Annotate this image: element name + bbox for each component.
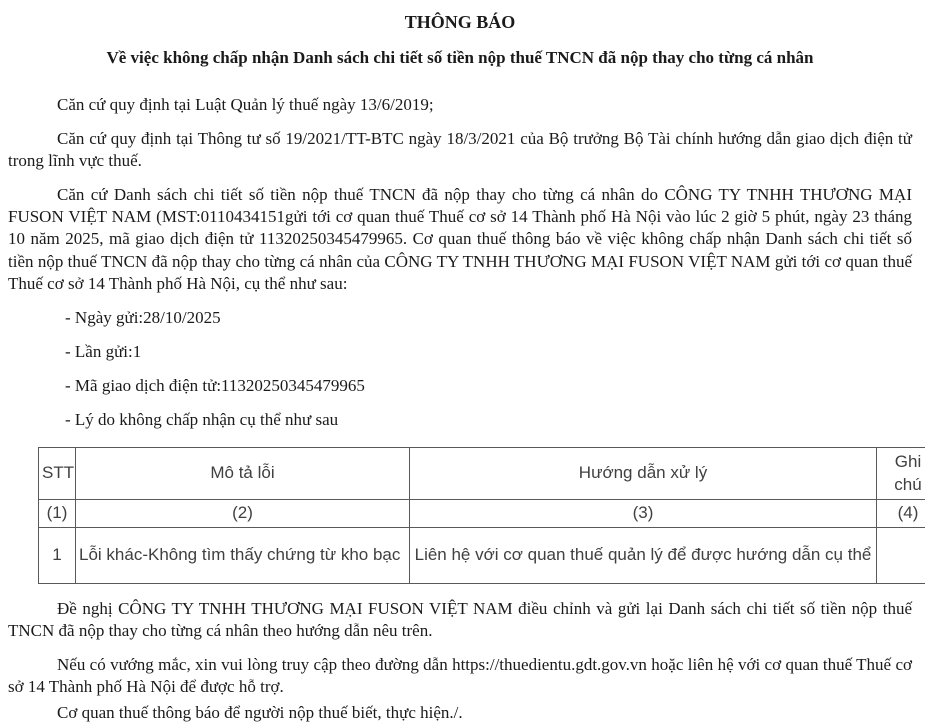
- cell-resolution-guide: Liên hệ với cơ quan thuế quản lý để được hướng dẫn cụ thể: [410, 528, 877, 584]
- page-title: THÔNG BÁO: [8, 12, 912, 33]
- column-header-note: Ghi chú: [877, 448, 925, 500]
- paragraph-legal-basis-1: Căn cứ quy định tại Luật Quản lý thuế ngày 13/6/2019;: [8, 94, 912, 116]
- column-index-3: (3): [410, 500, 877, 528]
- detail-transaction-id: - Mã giao dịch điện tử:11320250345479965: [65, 375, 912, 397]
- column-index-1: (1): [39, 500, 76, 528]
- paragraph-adjustment-request: Đề nghị CÔNG TY TNHH THƯƠNG MẠI FUSON VIỆT NAM điều chỉnh và gửi lại Danh sách chi tiết số tiền nộp thuế TNCN đã nộp thay cho từng cá nhân theo hướng dẫn nêu trên.: [8, 598, 912, 642]
- table-header-row: [39, 448, 925, 500]
- cell-note: [877, 528, 925, 584]
- paragraph-final-notice: Cơ quan thuế thông báo để người nộp thuế biết, thực hiện./.: [8, 702, 912, 724]
- detail-send-date: - Ngày gửi:28/10/2025: [65, 307, 912, 329]
- paragraph-support-info: Nếu có vướng mắc, xin vui lòng truy cập theo đường dẫn https://thuedientu.gdt.gov.vn hoặc liên hệ với cơ quan thuế Thuế cơ sở 14 Thành phố Hà Nội để được hỗ trợ.: [8, 654, 912, 698]
- column-index-4: (4): [877, 500, 925, 528]
- column-header-error-description: Mô tả lỗi: [76, 448, 410, 500]
- table-index-row: [39, 500, 925, 528]
- cell-stt: 1: [39, 528, 76, 584]
- detail-rejection-reason-label: - Lý do không chấp nhận cụ thể như sau: [65, 409, 912, 431]
- column-header-stt: STT: [39, 448, 76, 500]
- column-index-2: (2): [76, 500, 410, 528]
- table-row: [39, 528, 925, 584]
- column-header-resolution-guide: Hướng dẫn xử lý: [410, 448, 877, 500]
- cell-error-description: Lỗi khác-Không tìm thấy chứng từ kho bạc: [76, 528, 410, 584]
- error-details-table: [38, 447, 925, 584]
- paragraph-legal-basis-2: Căn cứ quy định tại Thông tư số 19/2021/TT-BTC ngày 18/3/2021 của Bộ trưởng Bộ Tài chính hướng dẫn giao dịch điện tử trong lĩnh vực thuế.: [8, 128, 912, 172]
- detail-send-attempt: - Lần gửi:1: [65, 341, 912, 363]
- page-subtitle: Về việc không chấp nhận Danh sách chi tiết số tiền nộp thuế TNCN đã nộp thay cho từng cá nhân: [8, 48, 912, 68]
- paragraph-notification-body: Căn cứ Danh sách chi tiết số tiền nộp thuế TNCN đã nộp thay cho từng cá nhân do CÔNG TY TNHH THƯƠNG MẠI FUSON VIỆT NAM (MST:0110434151gửi tới cơ quan thuế Thuế cơ sở 14 Thành phố Hà Nội vào lúc 2 giờ 5 phút, ngày 23 tháng 10 năm 2025, mã giao dịch điện tử 11320250345479965. Cơ quan thuế thông báo về việc không chấp nhận Danh sách chi tiết số tiền nộp thuế TNCN đã nộp thay cho từng cá nhân của CÔNG TY TNHH THƯƠNG MẠI FUSON VIỆT NAM gửi tới cơ quan thuế Thuế cơ sở 14 Thành phố Hà Nội, cụ thể như sau:: [8, 184, 912, 294]
